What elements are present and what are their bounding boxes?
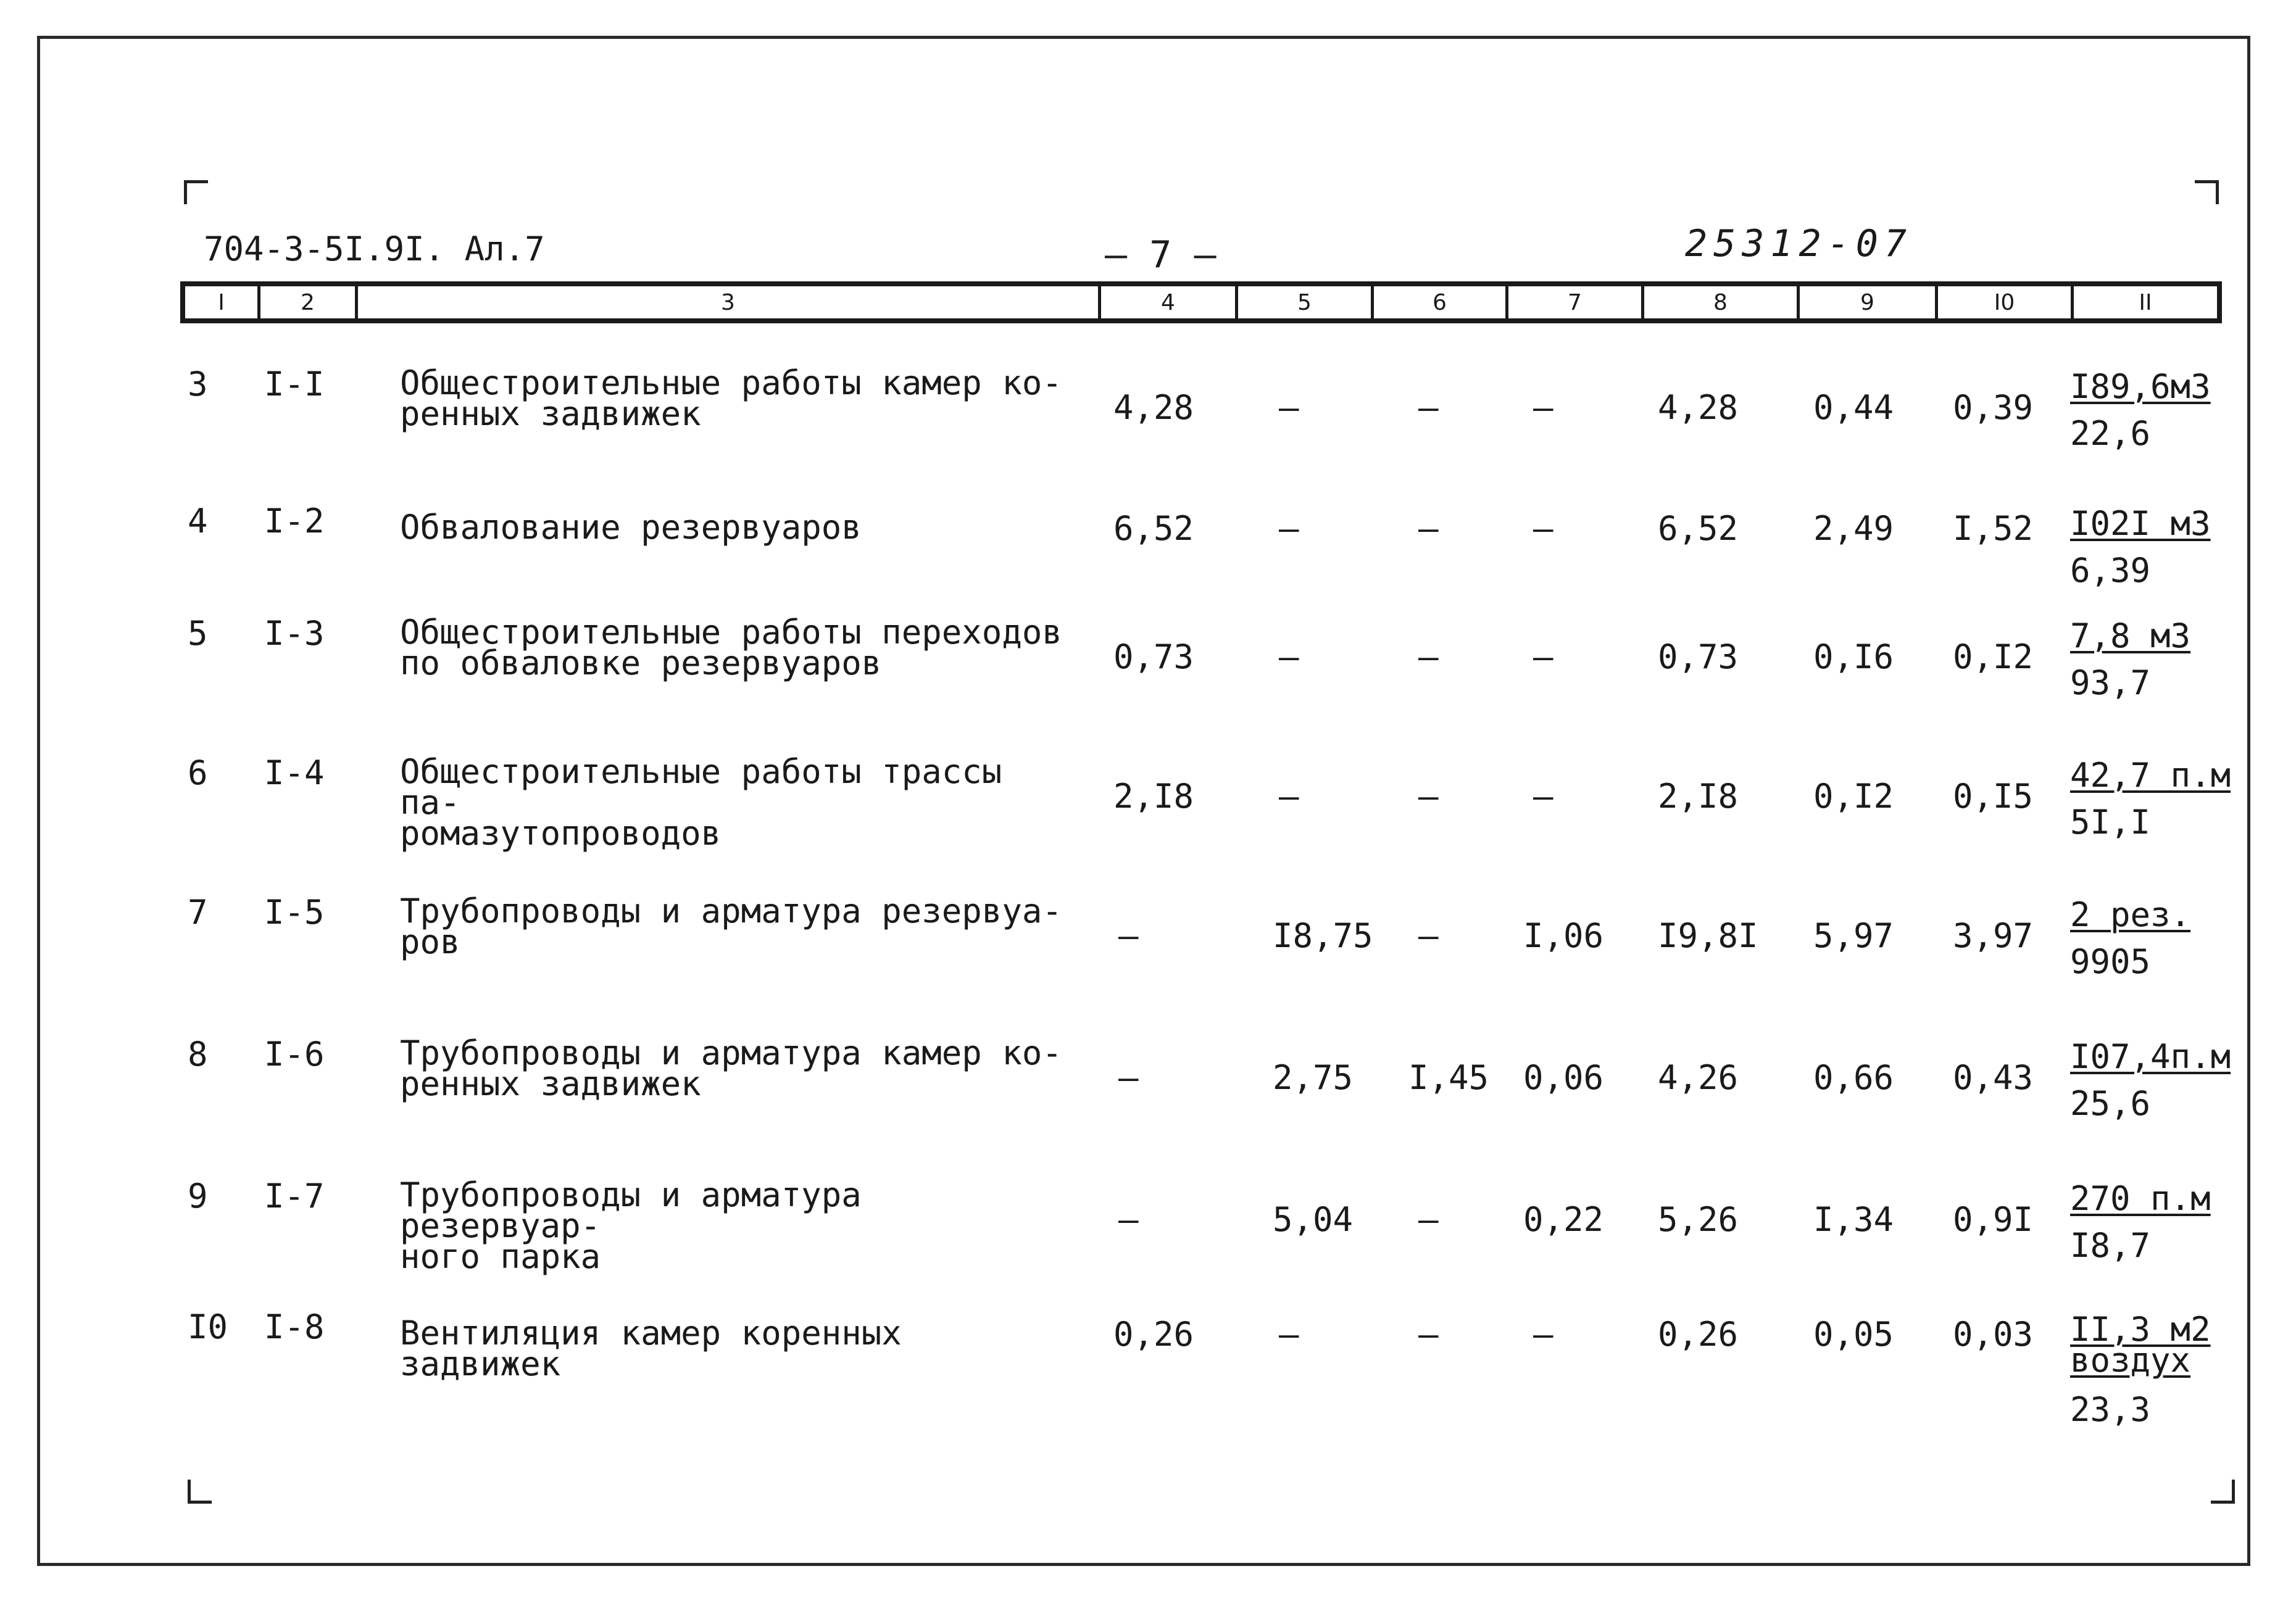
corner-mark xyxy=(188,1480,212,1504)
cell-c4: – xyxy=(1118,916,1139,955)
column-header-row xyxy=(180,281,2222,323)
cell-c5: – xyxy=(1279,777,1299,816)
corner-mark xyxy=(2211,1480,2235,1504)
cell-c6: – xyxy=(1418,1200,1439,1239)
cell-c5: – xyxy=(1279,509,1299,548)
row-description: Трубопроводы и арматура резервуар- ного парка xyxy=(400,1175,862,1276)
cell-c10: I,52 xyxy=(1953,509,2034,548)
cell-c10: 0,I2 xyxy=(1953,637,2034,676)
row-code: I-3 xyxy=(264,614,325,653)
cell-c5: I8,75 xyxy=(1273,916,1373,955)
cell-c7: 0,22 xyxy=(1523,1200,1604,1239)
unit-value: 6,39 xyxy=(2070,551,2151,590)
document-code: 704-3-5I.9I. Ал.7 xyxy=(204,230,545,268)
cell-c6: – xyxy=(1418,777,1439,816)
column-header: I0 xyxy=(1938,286,2074,318)
cell-c4: 2,I8 xyxy=(1113,777,1194,816)
row-number: 7 xyxy=(188,893,208,932)
cell-c9: 0,44 xyxy=(1813,388,1894,427)
column-header: 7 xyxy=(1508,286,1644,318)
cell-c4: 0,73 xyxy=(1113,637,1194,676)
row-description: Вентиляция камер коренных задвижек xyxy=(400,1314,902,1383)
column-header: 2 xyxy=(260,286,358,318)
cell-c10: 0,03 xyxy=(1953,1315,2034,1354)
cell-c6: – xyxy=(1418,916,1439,955)
cell-c9: 5,97 xyxy=(1813,916,1894,955)
column-header: I xyxy=(185,286,260,318)
cell-c10: 0,9I xyxy=(1953,1200,2034,1239)
sheet-number: 25312-07 xyxy=(1685,222,1913,265)
page-number: — 7 — xyxy=(1105,233,1217,276)
cell-c5: 2,75 xyxy=(1273,1058,1354,1097)
column-header: II xyxy=(2139,289,2152,315)
cell-c7: 0,06 xyxy=(1523,1058,1604,1097)
unit-quantity: 270 п.м xyxy=(2070,1179,2211,1218)
cell-c8: 0,73 xyxy=(1658,637,1739,676)
cell-c9: 0,66 xyxy=(1813,1058,1894,1097)
column-header: 4 xyxy=(1101,286,1238,318)
cell-c4: 6,52 xyxy=(1113,509,1194,548)
row-code: I-7 xyxy=(264,1177,325,1216)
cell-c7: – xyxy=(1533,777,1554,816)
cell-c4: – xyxy=(1118,1200,1139,1239)
row-description: Общестроительные работы переходов по обваловке резервуаров xyxy=(400,613,1062,682)
corner-mark xyxy=(184,180,208,204)
cell-c5: – xyxy=(1279,388,1299,427)
row-code: I-8 xyxy=(264,1307,325,1346)
row-code: I-4 xyxy=(264,753,325,792)
unit-value: 9905 xyxy=(2070,942,2151,981)
cell-c5: – xyxy=(1279,1315,1299,1354)
corner-mark xyxy=(2195,180,2219,204)
cell-c9: 0,05 xyxy=(1813,1315,1894,1354)
cell-c7: I,06 xyxy=(1523,916,1604,955)
row-number: 3 xyxy=(188,365,208,404)
row-code: I-2 xyxy=(264,502,325,541)
cell-c7: – xyxy=(1533,388,1554,427)
cell-c5: 5,04 xyxy=(1273,1200,1354,1239)
unit-quantity: II,3 м2 xyxy=(2070,1310,2211,1349)
unit-quantity: I02I м3 xyxy=(2070,504,2211,543)
row-code: I-5 xyxy=(264,893,325,932)
row-description: Общестроительные работы камер ко- ренных задвижек xyxy=(400,363,1062,433)
row-number: 9 xyxy=(188,1177,208,1216)
unit-value: I8,7 xyxy=(2070,1226,2151,1265)
unit-value: 25,6 xyxy=(2070,1084,2151,1123)
cell-c4: 0,26 xyxy=(1113,1315,1194,1354)
unit-value: 5I,I xyxy=(2070,803,2151,842)
unit-quantity: I07,4п.м xyxy=(2070,1037,2231,1076)
unit-quantity: I89,6м3 xyxy=(2070,367,2211,406)
row-description: Общестроительные работы трассы па- ромазутопроводов xyxy=(400,752,1002,853)
cell-c8: 5,26 xyxy=(1658,1200,1739,1239)
column-header: 3 xyxy=(358,286,1101,318)
cell-c4: 4,28 xyxy=(1113,388,1194,427)
cell-c7: – xyxy=(1533,637,1554,676)
cell-c7: – xyxy=(1533,1315,1554,1354)
unit-value: 23,3 xyxy=(2070,1390,2151,1429)
column-header: 5 xyxy=(1238,286,1374,318)
row-code: I-6 xyxy=(264,1035,325,1074)
row-number: 6 xyxy=(188,753,208,792)
column-header: 6 xyxy=(1374,286,1508,318)
unit-value: 22,6 xyxy=(2070,414,2151,453)
cell-c8: 4,28 xyxy=(1658,388,1739,427)
cell-c7: – xyxy=(1533,509,1554,548)
row-number: I0 xyxy=(188,1307,228,1346)
unit-quantity: 2 рез. xyxy=(2070,895,2191,934)
cell-c6: – xyxy=(1418,509,1439,548)
row-number: 5 xyxy=(188,614,208,653)
cell-c9: I,34 xyxy=(1813,1200,1894,1239)
cell-c9: 0,I2 xyxy=(1813,777,1894,816)
unit-value: 93,7 xyxy=(2070,663,2151,702)
cell-c8: 4,26 xyxy=(1658,1058,1739,1097)
cell-c6: – xyxy=(1418,388,1439,427)
cell-c8: 6,52 xyxy=(1658,509,1739,548)
cell-c6: – xyxy=(1418,637,1439,676)
cell-c8: I9,8I xyxy=(1658,916,1758,955)
cell-c10: 3,97 xyxy=(1953,916,2034,955)
cell-c9: 2,49 xyxy=(1813,509,1894,548)
cell-c6: I,45 xyxy=(1408,1058,1489,1097)
row-description: Обвалование резервуаров xyxy=(400,508,862,547)
cell-c8: 0,26 xyxy=(1658,1315,1739,1354)
cell-c5: – xyxy=(1279,637,1299,676)
unit-quantity-extra: воздух xyxy=(2070,1341,2191,1380)
column-header: 9 xyxy=(1800,286,1938,318)
row-number: 8 xyxy=(188,1035,208,1074)
row-number: 4 xyxy=(188,502,208,541)
column-header: 8 xyxy=(1644,286,1800,318)
cell-c10: 0,39 xyxy=(1953,388,2034,427)
unit-quantity: 42,7 п.м xyxy=(2070,756,2231,795)
cell-c6: – xyxy=(1418,1315,1439,1354)
cell-c8: 2,I8 xyxy=(1658,777,1739,816)
row-description: Трубопроводы и арматура камер ко- ренных задвижек xyxy=(400,1033,1062,1103)
cell-c10: 0,I5 xyxy=(1953,777,2034,816)
cell-c9: 0,I6 xyxy=(1813,637,1894,676)
row-code: I-I xyxy=(264,365,325,404)
cell-c4: – xyxy=(1118,1058,1139,1097)
cell-c10: 0,43 xyxy=(1953,1058,2034,1097)
unit-quantity: 7,8 м3 xyxy=(2070,616,2191,655)
row-description: Трубопроводы и арматура резервуа- ров xyxy=(400,892,1062,961)
